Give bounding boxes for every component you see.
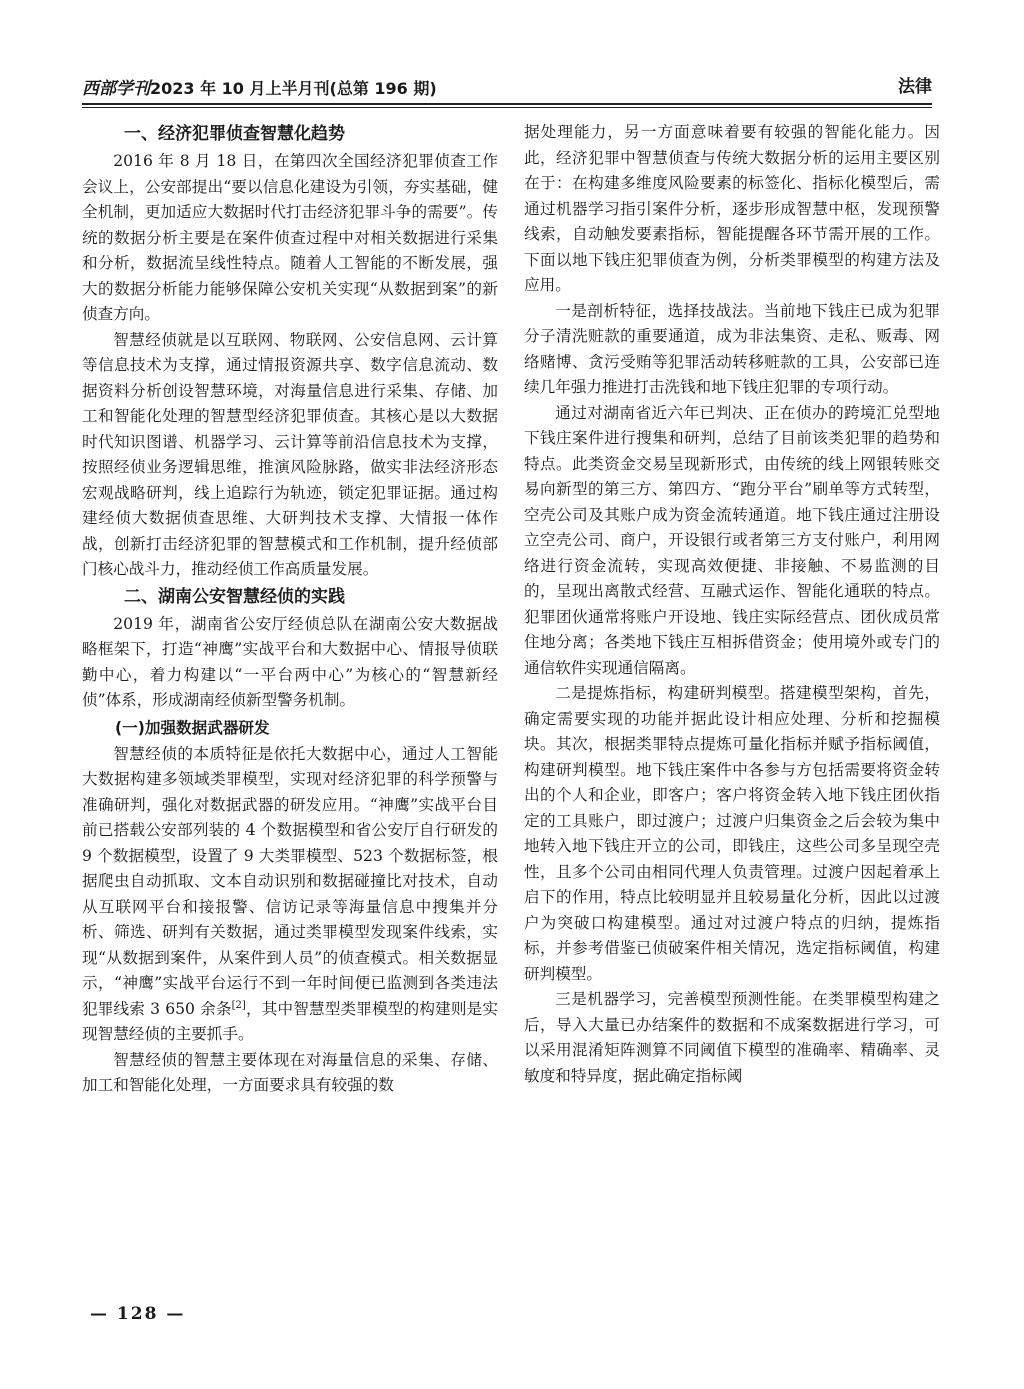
journal-name: 西部学刊: [82, 79, 150, 99]
paragraph-text: ，其中智慧型类罪模型的构建则是实现智慧经侦的主要抓手。: [82, 999, 498, 1043]
section-heading-1: 一、经济犯罪侦查智慧化趋势: [124, 124, 345, 144]
paragraph: 二是提炼指标，构建研判模型。搭建模型架构，首先，确定需要实现的功能并据此设计相应处理、分析和挖掘模块。其次，根据类罪特点提炼可量化指标并赋予指标阈值，构建研判模型。地下钱庄案件中各参与方包括需要将资金转出的个人和企业，即客户；客户将资金转入地下钱庄团伙指定的工具账户，即过渡户；过渡户归集资金之后会较为集中地转入地下钱庄开立的公司，即钱庄，这些公司多呈现空壳性，且多个公司由相同代理人负责管理。过渡户因起着承上启下的作用，特点比较明显并且较易量化分析，因此以过渡户为突破口构建模型。通过对过渡户特点的归纳，提炼指标，并参考借鉴已侦破案件相关情况，选定指标阈值，构建研判模型。: [524, 684, 940, 983]
paragraph: 智慧经侦就是以互联网、物联网、公安信息网、云计算等信息技术为支撑，通过情报资源共享、数字信息流动、数据资料分析创设智慧环境，对海量信息进行采集、存储、加工和智能化处理的智慧型经济犯罪侦查。其核心是以大数据时代知识图谱、机器学习、云计算等前沿信息技术为支撑，按照经侦业务逻辑思维，推演风险脉路，做实非法经济形态宏观战略研判，线上追踪行为轨迹，锁定犯罪证据。通过构建经侦大数据侦查思维、大研判技术支撑、大情报一体作战，创新打击经济犯罪的智慧模式和工作机制，提升经侦部门核心战斗力，推动经侦工作高质量发展。: [82, 330, 498, 578]
left-column: [82, 120, 498, 1099]
paragraph: 一是剖析特征，选择技战法。当前地下钱庄已成为犯罪分子清洗赃款的重要通道，成为非法集资、走私、贩毒、网络赌博、贪污受贿等犯罪活动转移赃款的工具，公安部已连续几年强力推进打击洗钱和地下钱庄犯罪的专项行动。: [524, 301, 940, 396]
paragraph: 通过对湖南省近六年已判决、正在侦办的跨境汇兑型地下钱庄案件进行搜集和研判，总结了目前该类犯罪的趋势和特点。此类资金交易呈现新形式，由传统的线上网银转账交易向新型的第三方、第四方、“跑分平台”刷单等方式转型，空壳公司及其账户成为资金流转通道。地下钱庄通过注册设立空壳公司、商户，开设银行或者第三方支付账户，利用网络进行资金流转，实现高效便捷、非接触、不易监测的目的，呈现出离散式经营、互融式运作、智能化通联的特点。犯罪团伙通常将账户开设地、钱庄实际经营点、团伙成员常住地分离；各类地下钱庄互相拆借资金；使用境外或专门的通信软件实现通信隔离。: [524, 403, 940, 677]
subsection-heading: (一)加强数据武器研发: [115, 718, 270, 737]
paragraph: 2016 年 8 月 18 日，在第四次全国经济犯罪侦查工作会议上，公安部提出“要以信息化建设为引领，夯实基础，健全机制，更加适应大数据时代打击经济犯罪斗争的需要”。传统的数据分析主要是在案件侦查过程中对相关数据进行采集和分析，数据流呈线性特点。随着人工智能的不断发展，强大的数据分析能力能够保障公安机关实现“从数据到案”的新侦查方向。: [82, 152, 498, 323]
citation: [2]: [231, 999, 246, 1011]
paragraph: [82, 742, 498, 1048]
issue-info: 2023 年 10 月上半月刊(总第 196 期): [150, 79, 437, 98]
paragraph-continued: 据处理能力，另一方面意味着要有较强的智能化能力。因此，经济犯罪中智慧侦查与传统大数据分析的运用主要区别在于：在构建多维度风险要素的标签化、指标化模型后，需通过机器学习指引案件分析，逐步形成智慧中枢，发现预警线索，自动触发要素指标，智能提醒各环节需开展的工作。下面以地下钱庄犯罪侦查为例，分析类罪模型的构建方法及应用。: [524, 123, 940, 294]
section-heading-2: 二、湖南公安智慧经侦的实践: [124, 586, 345, 607]
right-column: [524, 120, 940, 1089]
page-number: — 128 —: [90, 1304, 186, 1324]
header-rule: [82, 103, 932, 105]
section-label: 法律: [898, 77, 932, 97]
paragraph-text: 智慧经侦的本质特征是依托大数据中心，通过人工智能大数据构建多领域类罪模型，实现对经济犯罪的科学预警与准确研判，强化对数据武器的研发应用。“神鹰”实战平台目前已搭载公安部列装的 4 个数据模型和省公安厅自行研发的 9 个数据模型，设置了 9 大类罪模型、523 个数据标签，根据爬虫自动抓取、文本自动识别和数据碰撞比对技术，自动从互联网平台和接报警、信访记录等海量信息中搜集并分析、筛选、研判有关数据，通过类罪模型发现案件线索，实现“从数据到案件，从案件到人员”的侦查模式。相关数据显示，“神鹰”实战平台运行不到一年时间便已监测到各类违法犯罪线索 3 650 余条: [82, 744, 498, 1018]
paragraph: 2019 年，湖南省公安厅经侦总队在湖南公安大数据战略框架下，打造“神鹰”实战平台和大数据中心、情报导侦联勤中心，着力构建以“一平台两中心”为核心的“智慧新经侦”体系，形成湖南经侦新型警务机制。: [82, 614, 498, 709]
paragraph: 三是机器学习，完善模型预测性能。在类罪模型构建之后，导入大量已办结案件的数据和不成案数据进行学习，可以采用混淆矩阵测算不同阈值下模型的准确率、精确率、灵敏度和特异度，据此确定指标阈: [524, 990, 940, 1085]
paragraph: 智慧经侦的智慧主要体现在对海量信息的采集、存储、加工和智能化处理，一方面要求具有较强的数: [82, 1050, 498, 1094]
running-header: [82, 70, 932, 100]
header-rule-thin: [82, 107, 932, 108]
journal-info: [82, 74, 437, 99]
